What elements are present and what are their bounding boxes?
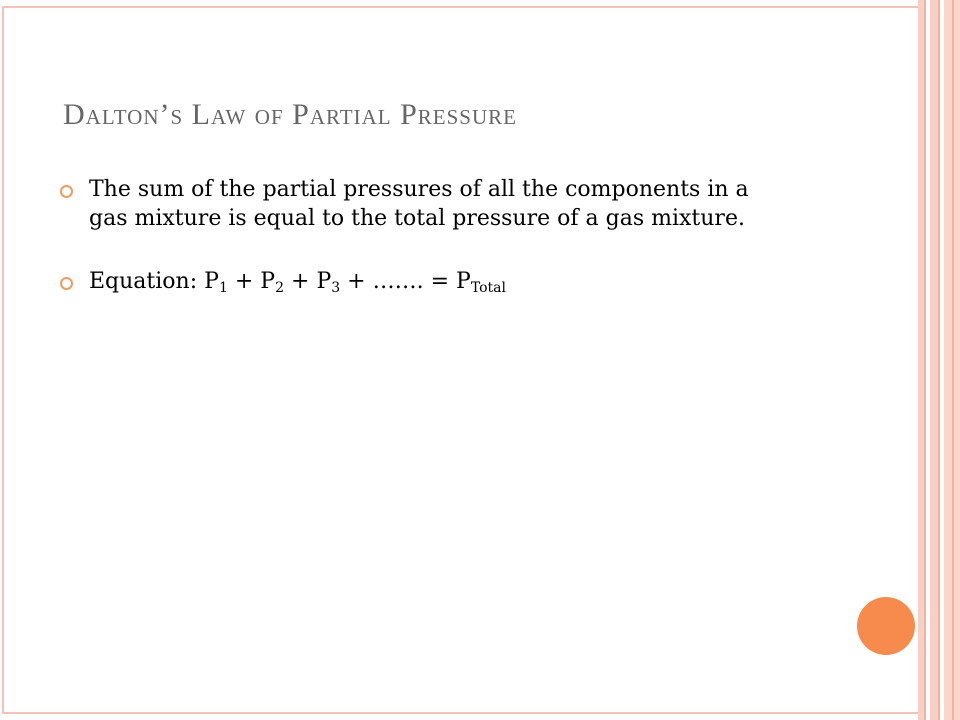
equation-p3: P — [316, 269, 332, 294]
bullet-circle-icon — [60, 277, 73, 290]
equation-p2: P — [260, 269, 276, 294]
equation-sub-3: 3 — [331, 280, 341, 296]
bullet-text: The sum of the partial pressures of all the components in a gas mixture is equal to the total pressure of a gas mixture. — [89, 177, 749, 231]
equation-plus-1: + — [227, 269, 261, 294]
right-stripe-line — [924, 0, 926, 720]
bullet-item-equation — [60, 267, 760, 303]
equation-label: Equation: — [89, 269, 205, 294]
slide-title: Dalton’s Law of Partial Pressure — [63, 98, 517, 131]
equation-p1: P — [204, 269, 219, 294]
equation-sub-1: 1 — [218, 280, 228, 296]
equation-plus-2: + — [284, 269, 317, 294]
right-stripe-line — [938, 0, 940, 720]
equation-text — [89, 267, 760, 303]
equation-p-total: P — [456, 269, 471, 294]
equation-sub-total: Total — [470, 280, 506, 296]
bullet-circle-icon — [60, 185, 73, 198]
equation-sub-2: 2 — [275, 280, 285, 296]
bullet-item — [60, 175, 760, 233]
bullet-list — [60, 175, 760, 337]
right-stripe-line — [952, 0, 954, 720]
equation-plus-3: + ……. = — [340, 269, 457, 294]
decorative-circle — [857, 597, 915, 655]
